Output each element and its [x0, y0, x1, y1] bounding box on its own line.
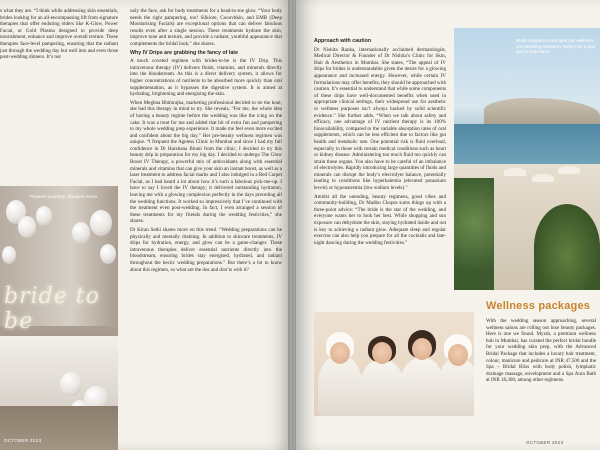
- paragraph: When Meghna Bhimrajka, marketing professional decided to tie the knot, she had this therapy in mind to try. She reveals, “For me, the whole idea of having a beauty regime before the wedding was like the icing on the cake. It was a treat for me and added that bit of extra fun and pampering to my whole wedding prep experience. It made me feel even more excited and confident about the big day.” Her pre-beauty wellness regimen was unique. “I frequent the Ageless Clinic in Mumbai and since I had my full confidence in Dr Harshana Bitani from the clinic, I decided to try this beauty drip in preparation for my big day. I decided to undergo The Glow Boost IV Therapy, a powerful mix of antioxidants along with essential minerals and vitamins that can give your skin an instant boost, as well as a laser treatment to address facial marks and I also indulged in a Red Carpet Facial, as I had heard a lot about how it’s such a fabulous pick-me-up. I have to say I loved the IV therapy; it delivered outstanding hydration, leaving me with a glowing complexion perfectly in the days preceding all the wedding functions. It worked so impressively that I’ve continued with the treatment even post-wedding. In fact, I even arranged a session of these treatments for my friends during the wedding festivities,” she shares.: [130, 99, 282, 225]
- paragraph: only the face, ask for body treatments for a head-to-toe glow. “Your body needs the right pampering, too! Silkiore, Coouvbkin, and EMB (Deep Moisturising Facials) are exceptional options that can deliver fabulous results even after a single session. These treatments hydrate the skin, improve tone and texture, and provide a radiant, youthful appearance that complements the bridal look,” she shares.: [130, 8, 282, 47]
- balloon: [2, 246, 16, 264]
- photo-sea: [454, 124, 600, 164]
- right-page: [296, 0, 600, 450]
- face: [372, 342, 392, 364]
- left-column-1-paragraph: s what they are. “I think while addressing skin essentials, brides looking for an all-encompassing lift from signature therapies that offer enduring olders like K-Glow, Power Facial, or Gold Plasma designed to provide deep nourishment, enhance and improve overall texture. These therapies face-level pampering, ensuring that the radiant just through the wedding day but well into and even those post-wedding dinners. It’s not: [0, 8, 118, 61]
- balloon: [60, 372, 82, 396]
- wellness-packages-heading: Wellness packages: [486, 300, 591, 312]
- balloon: [36, 206, 52, 226]
- page-folio: OCTOBER 2023: [4, 438, 42, 443]
- subheading-wrapper: [314, 38, 446, 45]
- turkey-resort-photo: [454, 28, 600, 290]
- subheading-iv-drips: Why IV Drips are grabbing the fancy of late: [130, 49, 239, 56]
- bridal-party-photo: [314, 312, 474, 416]
- left-column-1: [0, 8, 118, 184]
- photo-plants: [454, 178, 494, 290]
- bridal-suite-photo: [0, 186, 118, 450]
- photo-floor: [0, 406, 118, 450]
- person: [318, 356, 362, 416]
- balloon: [18, 216, 36, 238]
- balloon: [100, 244, 116, 264]
- balloon: [90, 210, 112, 236]
- photo-tree: [534, 204, 600, 290]
- bride-to-be-letters: bride to be: [4, 284, 100, 334]
- page-folio: OCTOBER 2023: [526, 440, 564, 445]
- paragraph: Amidst all the unending, beauty regimens, good vibes and community-building, Dr Madhu Chopra sums things up with a three-point advice: “The bride is the star of the wedding, and everyone wants her to look her best. While shopping and sun exposure can dehydrate the skin, staying hydrated inside and out is key to achieving a radiant glow. Adequate sleep and regular exercise can also help you prepare for all the cocktails and late-night dancing during the wedding festivities.”: [314, 193, 446, 246]
- person: [438, 358, 474, 416]
- balloon: [72, 222, 90, 244]
- face: [330, 342, 350, 364]
- face: [412, 338, 432, 360]
- paragraph: With the wedding season approaching, several wellness salons are rolling out luxe beauty packages. Here is one we found. Myrah, a premium wellness hub in Mumbai, has curated the perfect bridal bundle for your wedding skin prep, with the Advanced Bridal Package that includes a luxury hair treatment, colour, manicure and pedicure at INR 47,500 and the Spa – Bridal Bliss with body polish, lymphatic drainage massage, envelopment and a Spa Aura Bath at INR 18,300, among other regimens.: [486, 318, 596, 384]
- subheading-wrapper: [130, 50, 282, 57]
- umbrella: [558, 166, 580, 174]
- subheading-approach-caution: Approach with caution: [314, 38, 372, 44]
- photo-caption: Bride Sanjana Arora took her wellness pre-wedding retreat to Turkey for a spa and a staycation: [516, 38, 596, 55]
- face: [448, 344, 468, 366]
- right-column-1: [314, 38, 446, 300]
- paragraph: Dr Nishita Ranka, internationally acclaimed dermatologist, Medical Director & Founder of Dr Nishita’s Clinic for Skin, Hair & Aesthetics in Mumbai. She states, “The appeal of IV drips for brides is understandable given the desire for a glowing appearance and increased energy. However, while certain IV formulations may offer benefits, they should be approached with caution. It’s essential to understand that while some components of these drips have well-documented benefits when used in appropriate clinical settings, their widespread use for aesthetic or wellness purposes isn’t always backed by solid scientific evidence.” She further adds, “When we talk about safety and efficacy, one advantage of IV nutrient therapy is its 100% bioavailability, compared to the variable absorption rates of oral supplements, which can be less efficient due to factors like gut health and metabolic rate. One potential risk is fluid overload, especially in those with certain medical conditions such as heart or kidney disease. Administering too much fluid too quickly can strain these organs. You also have to be careful of an imbalance of electrolytes. Rapidly introducing large quantities of fluids and minerals can disrupt the body’s electrolyte balance, potentially leading to conditions like hyperkalemia (elevated potassium levels) or hyponatremia (low sodium levels).”: [314, 46, 446, 192]
- right-column-2: [486, 318, 596, 436]
- paragraph: Dr Kiran Sethi shares more on this trend. “Wedding preparations can be physically and mentally draining. In addition to skincare treatments, IV drips for hydration, energy, and glow can be a game-changer. These intravenous therapies deliver essential nutrients directly into the bloodstream, ensuring brides stay energised, hydrated, and radiant throughout the hectic wedding preparations.” But there’s a lot to know about this regimen, so what are the dos and don’ts with it?: [130, 227, 282, 273]
- person: [360, 360, 404, 416]
- left-page: [0, 0, 292, 450]
- left-column-2: [130, 8, 282, 423]
- photo-caption: Pictures courtesy: Sanjana Arora: [30, 194, 97, 199]
- umbrella: [504, 168, 526, 176]
- paragraph: A much coveted regimen with brides-to-be is the IV Drip. This intravenous therapy (IV) delivers fluids, vitamins, and minerals directly into the bloodstream. As this is a direct delivery system, it allows for higher concentrations of nutrients to be absorbed more quickly than oral supplementation, as it bypasses the digestive system. It is aimed at hydrating, brightening and energising the skin.: [130, 58, 282, 98]
- umbrella: [532, 174, 554, 182]
